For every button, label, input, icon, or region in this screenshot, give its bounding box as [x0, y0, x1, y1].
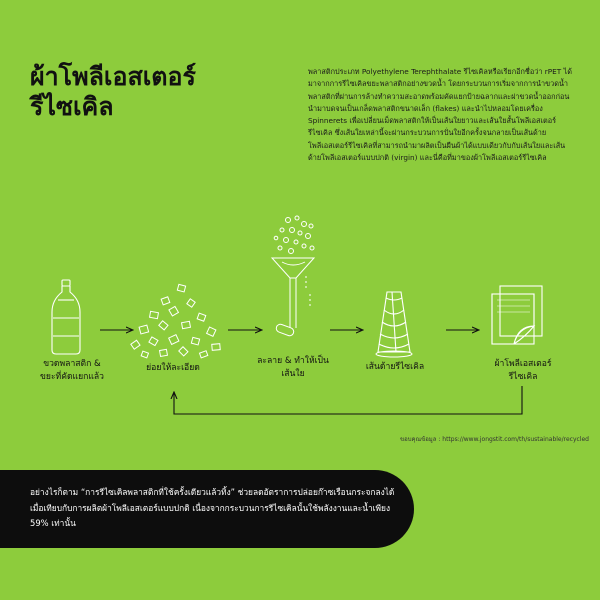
step-5-label-line-1: ผ้าโพลีเอสเตอร์: [494, 359, 552, 369]
plastic-flakes-icon: [131, 284, 220, 358]
step-1-label-line-2: ขยะที่คัดแยกแล้ว: [40, 372, 104, 382]
yarn-cone-icon: [376, 292, 412, 357]
page-title: [30, 62, 280, 122]
title-line-1: ผ้าโพลีเอสเตอร์: [30, 62, 196, 91]
step-4-label-line-1: เส้นด้ายรีไซเคิล: [365, 362, 425, 372]
footer-text: อย่างไรก็ตาม “การรีไซเคิลพลาสติกที่ใช้ครั้งเดียวแล้วทิ้ง” ช่วยลดอัตราการปล่อยก๊าซเรือนกระจกลงได้เมื่อเทียบกับการผลิตผ้าโพลีเอสเตอร์แบบปกติ เนื่องจากกระบวนการรีไซเคิลนั้นใช้พลังงานและน้ำเพียง 59% เท่านั้น: [30, 487, 395, 528]
step-2-label-line-1: ย่อยให้ละเอียด: [146, 363, 200, 373]
step-label-melt: [248, 355, 338, 381]
plastic-bottle-icon: [52, 280, 80, 354]
step-label-shred: [128, 362, 218, 375]
footer-banner: [0, 470, 414, 548]
spinneret-funnel-icon: [272, 216, 314, 337]
title-line-2: รีไซเคิล: [30, 92, 114, 121]
step-5-label-line-2: รีไซเคิล: [508, 372, 538, 382]
description-paragraph: พลาสติกประเภท Polyethylene Terephthalate รีไซเคิลหรือเรียกอีกชื่อว่า rPET ได้มาจากการรีไซเคิลขยะพลาสติกอย่างขวดน้ำ โดยกระบวนการเริ่มจากการนำขวดน้ำพลาสติกที่ผ่านการล้างทำความสะอาดพร้อมคัดแยกป้ายฉลากและฝาขวดน้ำออกก่อนนำมาบดจนเป็นเกล็ดพลาสติกขนาดเล็ก (flakes) และนำไปหลอมโดยเครื่อง Spinnerets เพื่อเปลี่ยนเม็ดพลาสติกให้เป็นเส้นใยยาวและเส้นใยสั้นโพลีเอสเตอร์รีไซเคิล ซึ่งเส้นใยเหล่านี้จะผ่านกระบวนการปั่นใยอีกครั้งจนกลายเป็นเส้นด้ายโพลีเอสเตอร์รีไซเคิลที่สามารถนำมาผลิตเป็นผืนผ้าได้แบบเดียวกับกับเส้นใยและเส้นด้ายโพลีเอสเตอร์แบบปกติ (virgin) และนี่คือที่มาของผ้าโพลีเอสเตอร์รีไซเคิล: [308, 67, 572, 163]
step-label-bottle: [22, 358, 122, 384]
fabric-sheets-icon: [492, 286, 542, 344]
source-credit: ขอบคุณข้อมูล : https://www.jongstit.com/th/sustainable/recycled: [400, 436, 589, 443]
return-loop-arrow: [174, 386, 522, 414]
step-3-label-line-1: ละลาย & ทำให้เป็น: [257, 356, 329, 366]
step-label-fabric: [476, 358, 570, 384]
step-label-yarn: [350, 361, 440, 374]
step-1-label-line-1: ขวดพลาสติก &: [43, 359, 101, 369]
step-3-label-line-2: เส้นใย: [281, 369, 305, 379]
